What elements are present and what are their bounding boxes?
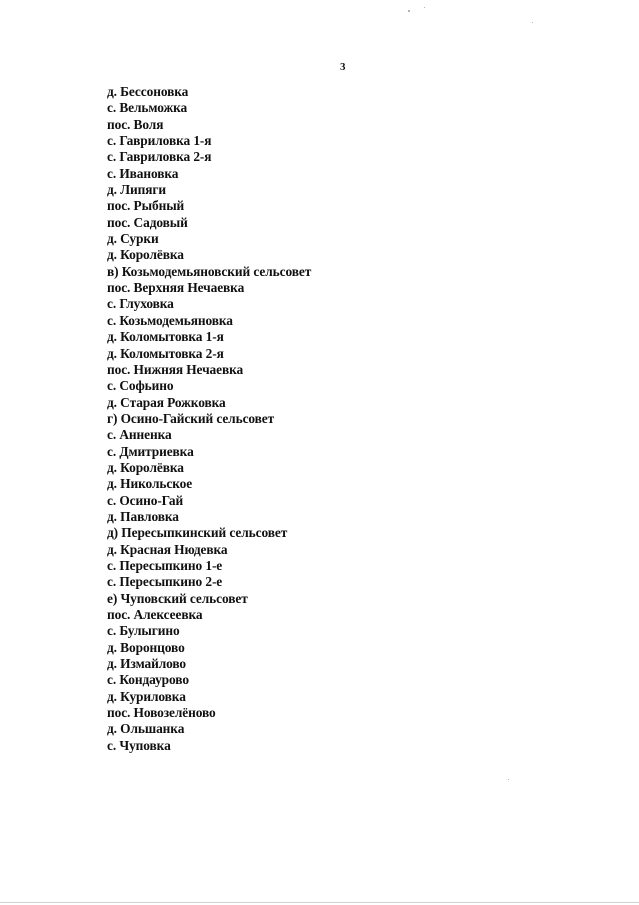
list-item: д. Старая Рожковка	[107, 394, 226, 410]
page-number: 3	[340, 61, 346, 73]
list-item: д. Куриловка	[107, 688, 186, 704]
list-item: д. Воронцово	[107, 639, 185, 655]
list-item: д. Измайлово	[107, 656, 187, 672]
list-item: д. Бессоновка	[107, 84, 189, 99]
list-item: д. Королёвка	[107, 459, 184, 475]
scan-speck	[408, 10, 410, 12]
list-item: с. Булыгино	[107, 623, 180, 639]
list-item: пос. Новозелёново	[107, 705, 216, 721]
scan-speck	[532, 22, 533, 23]
list-item: с. Осино-Гай	[107, 492, 184, 508]
list-item: пос. Алексеевка	[107, 607, 203, 622]
list-item: с. Пересыпкино 1-е	[107, 557, 223, 573]
list-item: пос. Садовый	[107, 214, 188, 230]
list-item: д. Никольское	[107, 476, 193, 492]
section-heading: е) Чуповский сельсовет	[107, 590, 248, 606]
scan-speck	[508, 779, 509, 780]
list-item: с. Гавриловка 1-я	[107, 133, 212, 149]
list-item: д. Коломытовка 2-я	[107, 345, 224, 361]
list-item: д. Красная Нюдевка	[107, 541, 228, 557]
scan-speck	[424, 7, 425, 8]
scan-edge-line	[0, 902, 639, 903]
settlement-list	[107, 84, 311, 754]
list-item: пос. Рыбный	[107, 198, 185, 214]
list-item: с. Гавриловка 2-я	[107, 149, 212, 165]
section-heading: в) Козьмодемьяновский сельсовет	[107, 263, 312, 279]
list-item: с. Софьино	[107, 378, 174, 394]
list-item: с. Чуповка	[107, 737, 171, 753]
list-item: с. Дмитриевка	[107, 443, 194, 459]
list-item: пос. Воля	[107, 116, 164, 132]
section-heading: д) Пересыпкинский сельсовет	[107, 525, 288, 541]
section-heading: г) Осино-Гайский сельсовет	[107, 410, 275, 426]
list-item: с. Вельможка	[107, 100, 188, 116]
list-item: д. Павловка	[107, 508, 179, 524]
list-item: с. Пересыпкино 2-е	[107, 574, 223, 590]
list-item: с. Козьмодемьяновка	[107, 312, 233, 328]
list-item: пос. Нижняя Нечаевка	[107, 361, 244, 377]
list-item: с. Анненка	[107, 427, 172, 443]
list-item: д. Липяги	[107, 182, 167, 198]
list-item: д. Коломытовка 1-я	[107, 329, 224, 345]
list-item: с. Глуховка	[107, 296, 174, 312]
list-item: с. Ивановка	[107, 165, 179, 181]
list-item: с. Кондаурово	[107, 672, 189, 688]
list-item: д. Сурки	[107, 231, 159, 247]
list-item: пос. Верхняя Нечаевка	[107, 280, 245, 296]
list-item: д. Ольшанка	[107, 721, 185, 737]
list-item: д. Королёвка	[107, 247, 184, 263]
